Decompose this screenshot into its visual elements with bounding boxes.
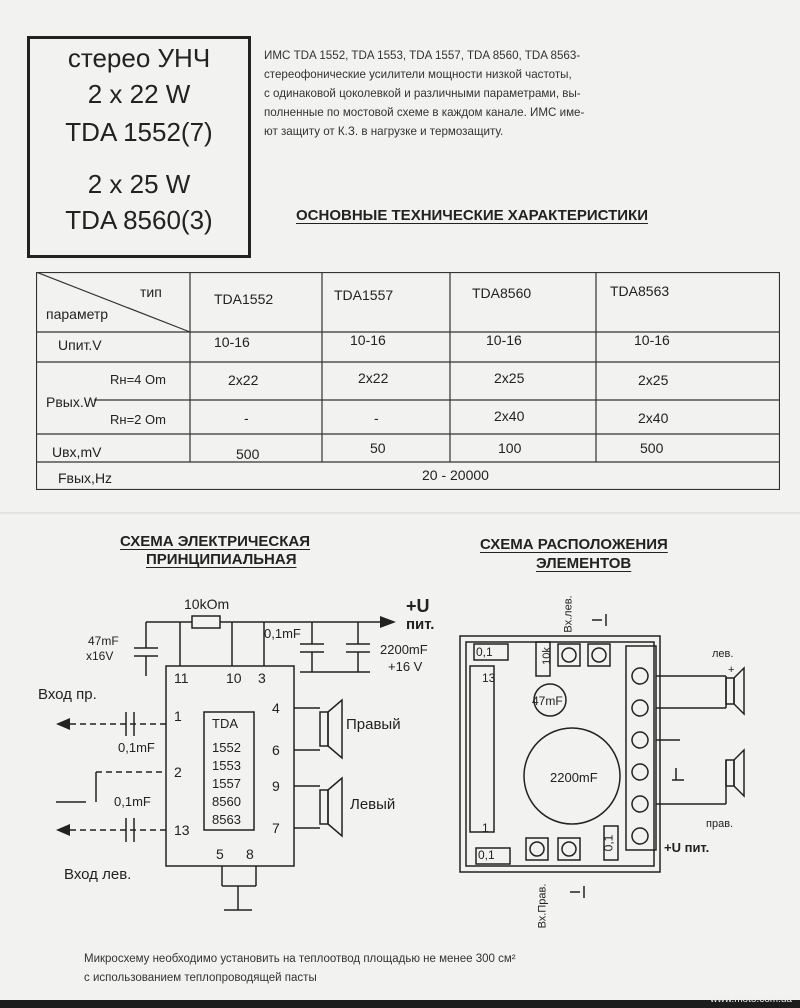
table-corner-type: тип	[140, 284, 162, 300]
pin-label: 2	[174, 764, 182, 780]
table-cell: 500	[640, 440, 664, 456]
table-cell: 100	[498, 440, 522, 456]
pin-label: 6	[272, 742, 280, 758]
row-label-pout: Pвых.W	[46, 394, 97, 410]
table-cell: 2x25	[638, 372, 669, 388]
table-header: TDA8563	[610, 283, 670, 299]
row-label-fout: Fвых,Hz	[58, 470, 113, 486]
layout-cap-47: 47mF	[532, 694, 563, 708]
input-right-label: Вход пр.	[38, 686, 97, 703]
intro-line: полненные по мостовой схеме в каждом канале. ИМС име-	[264, 106, 585, 119]
table-cell: 50	[370, 440, 386, 456]
layout-plus: +	[728, 664, 735, 676]
table-cell: 10-16	[486, 332, 522, 348]
mounting-note	[84, 950, 516, 988]
layout-supply: +U пит.	[664, 840, 710, 855]
intro-line: стереофонические усилители мощности низкой частоты,	[264, 68, 572, 81]
layout-speaker-left: лев.	[712, 648, 734, 660]
pin-label: 13	[174, 822, 190, 838]
intro-line: ИМС TDA 1552, TDA 1553, TDA 1557, TDA 8560, TDA 8563-	[264, 49, 581, 62]
pin-label: 11	[174, 670, 189, 686]
table-header: TDA8560	[472, 285, 532, 301]
note-line: с использованием теплопроводящей пасты	[84, 972, 317, 984]
paper-fold	[0, 512, 800, 515]
table-cell: 500	[236, 446, 260, 462]
table-cell-fout: 20 - 20000	[422, 467, 489, 483]
pin-label: 5	[216, 846, 224, 862]
layout-resistor: 10k	[540, 647, 553, 665]
layout-diagram	[440, 580, 780, 920]
layout-speaker-right: прав.	[706, 818, 734, 830]
title-line-1: стерео УНЧ	[67, 43, 211, 73]
chip-label: 1552	[212, 740, 241, 755]
pin-label: 10	[226, 670, 242, 686]
layout-input-right: Вх.Прав.	[536, 883, 549, 929]
note-line: Микросхему необходимо установить на теплоотвод площадью не менее 300 см²	[84, 953, 516, 965]
supply-label-2: пит.	[406, 616, 435, 633]
table-cell: 2x40	[494, 408, 525, 424]
table-cell: -	[244, 410, 249, 426]
layout-cap-01c: 0,1	[601, 834, 616, 852]
schematic-title-1: СХЕМА ЭЛЕКТРИЧЕСКАЯ	[120, 533, 311, 550]
layout-title-2: ЭЛЕМЕНТОВ	[536, 555, 632, 572]
layout-input-left: Вх.лев.	[562, 595, 575, 633]
input-left-label: Вход лев.	[64, 866, 132, 883]
title-line-5: TDA 8560(3)	[65, 205, 213, 235]
title-line-4: 2 x 25 W	[87, 169, 191, 199]
input-cap-1: 0,1mF	[118, 740, 155, 755]
chip-label: 8560	[212, 794, 241, 809]
layout-title-1: СХЕМА РАСПОЛОЖЕНИЯ	[480, 536, 668, 553]
speaker-right-label: Правый	[346, 716, 401, 733]
title-line-3: TDA 1552(7)	[65, 117, 213, 147]
chip-label: TDA	[212, 716, 238, 731]
pin-label: 9	[272, 778, 280, 794]
layout-cap-01b: 0,1	[478, 848, 495, 862]
ic-pin-marker: 13	[482, 671, 496, 685]
table-cell: -	[374, 410, 379, 426]
table-cell: 2x40	[638, 410, 669, 426]
chip-label: 1557	[212, 776, 241, 791]
pin-label: 1	[174, 708, 182, 724]
table-header: TDA1552	[214, 291, 274, 307]
supply-label: +U	[406, 596, 430, 616]
table-header: TDA1557	[334, 287, 394, 303]
row-label-rn4: Rн=4 Om	[110, 372, 166, 387]
title-line-2: 2 x 22 W	[87, 79, 191, 109]
pin-label: 8	[246, 846, 254, 862]
input-cap-2: 0,1mF	[114, 794, 151, 809]
cap3-voltage: +16 V	[388, 659, 423, 674]
intro-line: ют защиту от К.З. в нагрузке и термозащиту.	[264, 125, 504, 138]
table-cell: 2x25	[494, 370, 525, 386]
pin-label: 3	[258, 670, 266, 686]
cap2-label: 0,1mF	[264, 626, 301, 641]
resistor-label: 10kOm	[184, 596, 230, 612]
intro-paragraph	[264, 46, 724, 141]
chip-label: 8563	[212, 812, 241, 827]
title-box	[27, 36, 251, 258]
cap1-voltage: x16V	[86, 649, 114, 663]
table-corner-param: параметр	[46, 306, 109, 322]
layout-cap-01a: 0,1	[476, 645, 493, 659]
bottom-edge	[0, 1000, 800, 1008]
chip-label: 1553	[212, 758, 241, 773]
table-cell: 10-16	[634, 332, 670, 348]
intro-line: с одинаковой цоколевкой и различными параметрами, вы-	[264, 87, 581, 100]
source-url: www.moto.com.ua	[710, 994, 792, 1005]
schematic-title-2: ПРИНЦИПИАЛЬНАЯ	[146, 551, 297, 568]
pin-label: 4	[272, 700, 280, 716]
specs-title: ОСНОВНЫЕ ТЕХНИЧЕСКИЕ ХАРАКТЕРИСТИКИ	[296, 207, 648, 224]
ic-pin-marker: 1	[482, 821, 489, 835]
row-label-uin: Uвх,mV	[52, 444, 102, 460]
table-cell: 2x22	[358, 370, 389, 386]
row-label-rn2: Rн=2 Om	[110, 412, 166, 427]
pin-label: 7	[272, 820, 280, 836]
row-label-supply: Uпит.V	[58, 337, 102, 353]
cap1-label: 47mF	[88, 634, 119, 648]
table-cell: 10-16	[350, 332, 386, 348]
cap3-label: 2200mF	[380, 642, 428, 657]
table-cell: 10-16	[214, 334, 250, 350]
speaker-left-label: Левый	[350, 796, 396, 813]
layout-cap-2200: 2200mF	[550, 770, 598, 785]
table-cell: 2x22	[228, 372, 259, 388]
